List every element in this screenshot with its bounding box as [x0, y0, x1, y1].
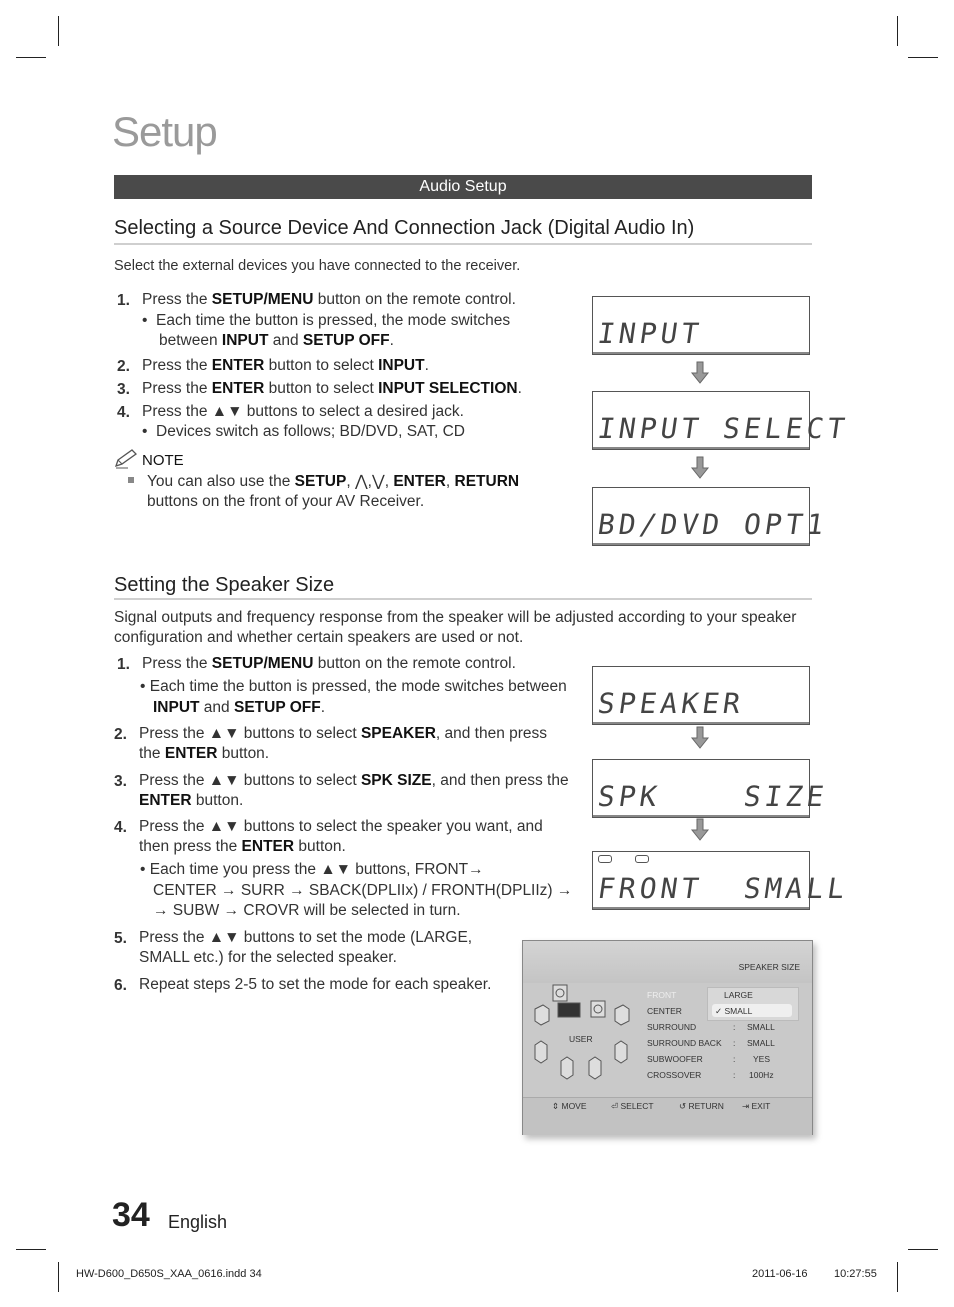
- lcd-display: [592, 487, 830, 546]
- bullet-text: CENTER → SURR → SBACK(DPLIIx) / FRONTH(DPLIIz) →: [153, 882, 573, 899]
- osd-row-sep: :: [733, 1022, 736, 1032]
- lcd-display: [592, 391, 851, 450]
- down-arrow-icon: [690, 456, 710, 480]
- step-text: Press the SETUP/MENU button on the remote control.: [142, 655, 516, 672]
- note-text: buttons on the front of your AV Receiver.: [147, 493, 425, 510]
- popup-option-small[interactable]: ✓ SMALL: [715, 1006, 753, 1016]
- exit-hint: ⇥ EXIT: [742, 1101, 771, 1111]
- bullet-text: • Each time the button is pressed, the mode switches: [142, 312, 511, 329]
- down-arrow-icon: [690, 818, 710, 842]
- osd-row-label[interactable]: FRONT: [647, 990, 677, 1000]
- crop-mark: [897, 1262, 898, 1292]
- lcd-display: [592, 759, 830, 818]
- section1-intro: Select the external devices you have connected to the receiver.: [114, 258, 521, 274]
- step-number: 3.: [117, 381, 130, 398]
- crop-mark: [16, 57, 46, 58]
- section-band: Audio Setup: [114, 175, 812, 199]
- section2-heading: Setting the Speaker Size: [114, 574, 335, 596]
- page-title: Setup: [112, 108, 217, 155]
- user-label: USER: [569, 1034, 593, 1044]
- note-text: You can also use the SETUP, ⋀,⋁, ENTER, RETURN: [147, 473, 520, 490]
- crop-mark: [16, 1249, 46, 1250]
- heading-rule: [114, 243, 812, 245]
- note-bullet: [128, 477, 134, 483]
- lcd-indicator-icon: [635, 855, 649, 863]
- step-text: Press the ▲▼ buttons to select SPK SIZE, and then press the: [139, 772, 569, 789]
- osd-screen: [522, 940, 813, 1135]
- step-number: 4.: [117, 404, 130, 421]
- step-text: Press the ENTER button to select INPUT.: [142, 357, 429, 374]
- step-text: the ENTER button.: [139, 745, 270, 762]
- lcd-text: INPUT: [595, 317, 705, 350]
- crop-mark: [897, 16, 898, 46]
- step-number: 2.: [117, 358, 130, 375]
- lcd-text: INPUT SELECT: [595, 412, 851, 445]
- bullet-text: between INPUT and SETUP OFF.: [159, 332, 394, 349]
- step-text: ENTER button.: [139, 792, 244, 809]
- step-number: 3.: [114, 773, 127, 790]
- step-text: Press the ▲▼ buttons to select the speaker you want, and: [139, 818, 543, 835]
- step-text: Press the SETUP/MENU button on the remote control.: [142, 291, 516, 308]
- step-text: Press the ▲▼ buttons to select SPEAKER, and then press: [139, 725, 548, 742]
- osd-title: SPEAKER SIZE: [738, 962, 800, 972]
- pencil-icon: [114, 448, 140, 475]
- bullet-text: • Each time you press the ▲▼ buttons, FRONT→: [140, 861, 484, 878]
- bullet-text: → SUBW → CROVR will be selected in turn.: [153, 902, 461, 919]
- step-number: 2.: [114, 726, 127, 743]
- step-text: SMALL etc.) for the selected speaker.: [139, 949, 397, 966]
- crop-mark: [58, 1262, 59, 1292]
- footer-time: 10:27:55: [834, 1268, 877, 1280]
- osd-row-sep: :: [733, 1054, 736, 1064]
- heading-rule: [114, 598, 812, 600]
- bullet-text: • Devices switch as follows; BD/DVD, SAT, CD: [142, 423, 465, 440]
- footer-filename: HW-D600_D650S_XAA_0616.indd 34: [76, 1268, 262, 1280]
- bullet-text: INPUT and SETUP OFF.: [153, 699, 325, 716]
- footer-date: 2011-06-16: [752, 1268, 808, 1280]
- lcd-text: FRONT SMALL: [595, 872, 851, 905]
- step-text: then press the ENTER button.: [139, 838, 346, 855]
- down-arrow-icon: [690, 726, 710, 750]
- select-hint: ⏎ SELECT: [611, 1101, 654, 1111]
- section2-intro: configuration and whether certain speakers are used or not.: [114, 629, 524, 646]
- osd-row-value: YES: [753, 1054, 771, 1064]
- step-number: 1.: [117, 656, 130, 673]
- osd-row-label[interactable]: SUBWOOFER: [647, 1054, 703, 1064]
- section2-intro: Signal outputs and frequency response from the speaker will be adjusted according to your speaker: [114, 609, 797, 626]
- step-number: 4.: [114, 819, 127, 836]
- osd-row-label[interactable]: SURROUND: [647, 1022, 697, 1032]
- osd-footer: [523, 1097, 812, 1135]
- lcd-display: [592, 851, 851, 910]
- osd-row-label[interactable]: CENTER: [647, 1006, 682, 1016]
- step-text: Press the ▲▼ buttons to set the mode (LARGE,: [139, 929, 473, 946]
- crop-mark: [908, 1249, 938, 1250]
- move-hint: ⇕ MOVE: [552, 1101, 587, 1111]
- bullet-text: • Each time the button is pressed, the mode switches between: [140, 678, 567, 695]
- osd-row-value: 100Hz: [749, 1070, 774, 1080]
- osd-row-label[interactable]: SURROUND BACK: [647, 1038, 722, 1048]
- size-popup: [707, 987, 799, 1021]
- osd-row-sep: :: [733, 1038, 736, 1048]
- step-text: Press the ▲▼ buttons to select a desired jack.: [142, 403, 464, 420]
- language-label: English: [168, 1212, 228, 1232]
- down-arrow-icon: [690, 361, 710, 385]
- return-hint: ↺ RETURN: [679, 1101, 724, 1111]
- osd-row-value: SMALL: [747, 1022, 775, 1032]
- lcd-display: [592, 666, 810, 725]
- step-text: Repeat steps 2-5 to set the mode for each speaker.: [139, 976, 492, 993]
- lcd-text: SPK SIZE: [595, 780, 830, 813]
- step-number: 5.: [114, 930, 127, 947]
- step-number: 6.: [114, 977, 127, 994]
- osd-row-label[interactable]: CROSSOVER: [647, 1070, 702, 1080]
- lcd-text: BD/DVD OPT1: [595, 508, 830, 541]
- crop-mark: [908, 57, 938, 58]
- section1-heading: Selecting a Source Device And Connection Jack (Digital Audio In): [114, 217, 695, 239]
- popup-option-large[interactable]: LARGE: [724, 990, 753, 1000]
- step-number: 1.: [117, 292, 130, 309]
- note-label: NOTE: [142, 452, 184, 469]
- lcd-text: SPEAKER: [595, 687, 747, 720]
- lcd-display: [592, 296, 810, 355]
- osd-row-sep: :: [733, 1070, 736, 1080]
- osd-row-value: SMALL: [747, 1038, 775, 1048]
- step-text: Press the ENTER button to select INPUT SELECTION.: [142, 380, 522, 397]
- page-number: 34: [112, 1196, 150, 1234]
- crop-mark: [58, 16, 59, 46]
- lcd-indicator-icon: [598, 855, 612, 863]
